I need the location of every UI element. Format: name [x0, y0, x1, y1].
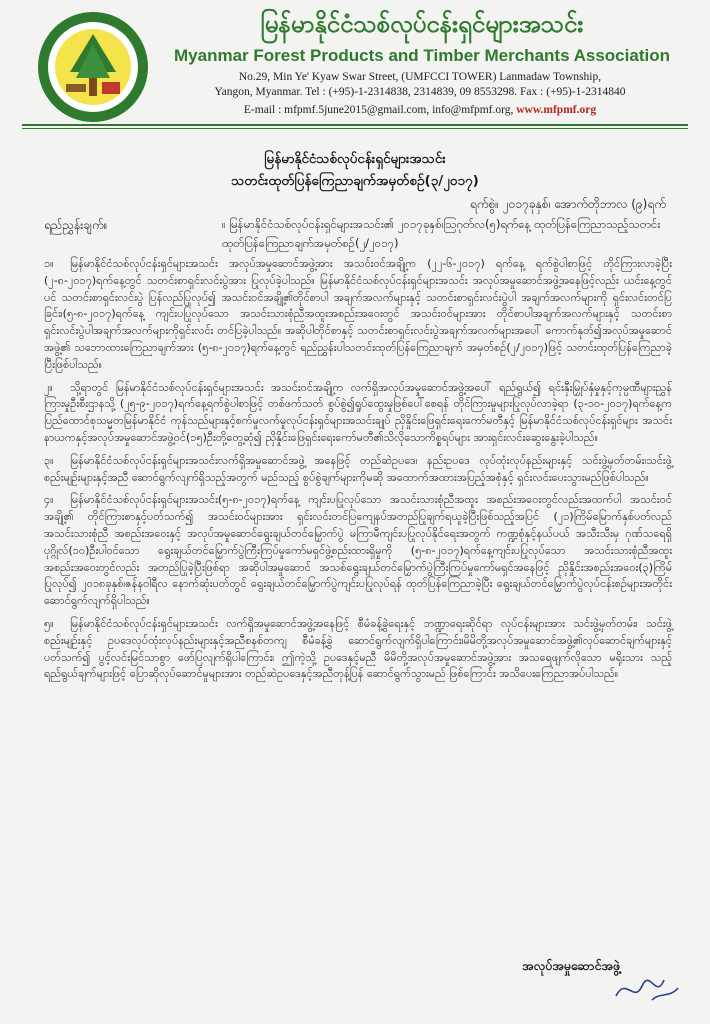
email-text: E-mail : mfpmf.5june2015@gmail.com, info@mfpmf.org,	[243, 104, 517, 116]
header-rule	[22, 124, 688, 126]
paragraph-text: မြန်မာနိုင်ငံသစ်လုပ်ငန်းရှင်များအသင်း အလုပ်အမှုဆောင်အဖွဲ့အား အသင်းဝင်အချို့က (၂၂-၆-၂၀၁၇) ရက်နေ့ ရက်စွဲပါစာဖြင့် တိုင်ကြားလာခဲ့ပြီး (၂-၈-၂၀၁၇)ရက်နေ့တွင် သတင်းစာရှင်းလင်းပွဲအား ပြုလုပ်ခဲ့ပါသည်။ မြန်မာနိုင်ငံသစ်လုပ်ငန်းရှင်များအသင်း အလုပ်အမှုဆောင်အဖွဲ့အနေဖြင့်လည်း ယင်းနေ့တွင်ပင် သတင်းစာရှင်းလင်းပွဲ ပြန်လည်ပြုလုပ်၍ အသင်းဝင်အချို့၏တိုင်စာပါ အချက်အလက်များနှင့် သတင်းစာရှင်းလင်းပွဲပါ အချက်အလက်များကို ရှင်းလင်းတင်ပြခြင်း၊(၅-၈-၂၀၁၇)ရက်နေ့ ကျင်းပပြုလုပ်သော အသင်းသားစုံညီအထူးအစည်းအဝေးတွင် အသင်းဝင်များအား တိုင်စာပါအချက်အလက်များနှင့် သတင်းစာရှင်းလင်းပွဲပါအချက်အလက်များကိုရှင်းလင်း တင်ပြခဲ့ပါသည်။ အဆိုပါတိုင်စာနှင့် သတင်းစာရှင်းလင်းပွဲအချက်အလက်များအပေါ် ကောက်နုတ်၍အလုပ်အမှုဆောင် အဖွဲ့၏ သဘောထားကြေညာချက်အား (၅-၈-၂၀၁၇)ရက်နေ့တွင် ရည်ညွှန်းပါသတင်းထုတ်ပြန်ကြေညာချက် အမှတ်စဉ်(၂/၂၀၁၇)ဖြင့် သတင်းထုတ်ပြန်ကြေညာခဲ့ပြီးဖြစ်ပါသည်။	[44, 257, 672, 371]
paragraph-number: ၂။	[44, 380, 53, 394]
paragraph-5	[44, 616, 672, 683]
paragraph-text: သို့ရာတွင် မြန်မာနိုင်ငံသစ်လုပ်ငန်းရှင်များအသင်း အသင်းဝင်အချို့က လက်ရှိအလုပ်အမှုဆောင်အဖွဲ့အပေါ် ရည်ရွယ်၍ ရင်းနှီးမြှုပ်နှံမှုနှင့်ကုမ္ပဏီများညွှန်ကြားမှုဦးစီးဌာနသို့ (၂၅-၉-၂၀၁၇)ရက်နေ့ရက်စွဲပါစာဖြင့် တစ်ဖက်သတ် စွပ်စွဲ၍ရှုပ်ထွေးမှုဖြစ်ပေါ်စေရန် တိုင်ကြားမှုများပြုလုပ်လာခဲ့ရာ (၃-၁၀-၂၀၁၇)ရက်နေ့က ပြည်ထောင်စုသမ္မတမြန်မာနိုင်ငံ ကုန်သည်များနှင့်စက်မှုလက်မှုလုပ်ငန်းရှင်များအသင်းချုပ် ညှိနှိုင်းဖြေရှင်းရေးကော်မတီနှင့် မြန်မာနိုင်ငံသစ်လုပ်ငန်းရှင်များ အသင်းနာယကနှင့်အလုပ်အမှုဆောင်အဖွဲ့ဝင်(၁၅)ဦးတို့တွေ့ဆုံ၍ ညှိနှိုင်းဖြေရှင်းရေးကော်မတီ၏သိလိုသောကိစ္စရပ်များ အားရှင်းလင်းဆွေးနွေးခဲ့ပါသည်။	[44, 380, 672, 444]
paragraph-number: ၁။	[44, 257, 54, 270]
reference-text: ။ မြန်မာနိုင်ငံသစ်လုပ်ငန်းရှင်များအသင်း၏ ၂၀၁၇ခုနှစ်၊ဩဂုတ်လ(၅)ရက်နေ့ ထုတ်ပြန်ကြေညာသည့်သတင်းထုတ်ပြန်ကြေညာချက်အမှတ်စဉ်(၂/၂၀၁၇)	[222, 217, 661, 250]
paragraph-text: မြန်မာနိုင်ငံသစ်လုပ်ငန်းရှင်များအသင်း(၅-၈-၂၀၁၇)ရက်နေ့ ကျင်းပပြုလုပ်သော အသင်းသားစုံညီအထူး အစည်းအဝေးတွင်လည်းအထက်ပါ အသင်းဝင်အချို့၏ တိုင်ကြားစာနှင့်ပတ်သက်၍ အသင်းဝင်များအား ရှင်းလင်းတင်ပြကျေနပ်အတည်ပြုချက်ရယူခဲ့ပြီးဖြစ်သည့်အပြင် (၂၁)ကြိမ်မြောက်နှစ်ပတ်လည်အသင်းသားစုံညီ အစည်းအဝေးနှင့် အလုပ်အမှုဆောင်ရွေးချယ်တင်မြှောက်ပွဲ မကြာမီကျင်းပပြုလုပ်နိုင်ရေးအတွက် ကဏ္ဍစုံနှင့်နယ်ပယ် အသီးသီးမှ ဂုဏ်သရေရှိပုဂ္ဂိုလ်(၁၀)ဦးပါဝင်သော ရွေးချယ်တင်မြှောက်ပွဲကြီးကြပ်မှုကော်မရှင်ဖွဲ့စည်းထားရှိမှုကို (၅-၈-၂၀၁၇)ရက်နေ့ကျင်းပပြုလုပ်သော အသင်းသားစုံညီအထူးအစည်းအဝေးတွင်လည်း အတည်ပြုခဲ့ပြီးဖြစ်ရာ အဆိုပါအမှုဆောင် အသစ်ရွေးချယ်တင်မြှောက်ပွဲကြီးကြပ်မှုကော်မရှင်အနေဖြင့် ညှိနှိုင်းအစည်းအဝေး(၃)ကြိမ်ပြုလုပ်၍ ၂၀၁၈ခုနှစ်၊ဇန်နဝါရီလ နောက်ဆုံးပတ်တွင် ရွေးချယ်တင်မြှောက်ပွဲကျင်းပပြုလုပ်ရန် ထုတ်ပြန်ကြေညာခဲ့ပြီး ရွေးချယ်တင်မြှောက်ပွဲလုပ်ငန်းစဉ်များအတိုင်း ဆောင်ရွက်လျက်ရှိပါသည်။	[44, 493, 672, 608]
signoff: အလုပ်အမှုဆောင်အဖွဲ့	[521, 958, 620, 973]
org-name-english: Myanmar Forest Products and Timber Merchants Association	[174, 46, 670, 65]
handwritten-signature	[612, 970, 682, 1010]
paragraph-text: မြန်မာနိုင်ငံသစ်လုပ်ငန်းရှင်များအသင်း လက်ရှိအမှုဆောင်အဖွဲ့အနေဖြင့် စီမံခန့်ခွဲရေးနှင့် ဘဏ္ဍာရေးဆိုင်ရာ လုပ်ငန်းများအား သင်းဖွဲ့မှတ်တမ်း၊ သင်းဖွဲ့စည်းမျဉ်းနှင့် ဥပဒေလုပ်ထုံးလုပ်နည်းများနှင့်အညီစနစ်တကျ စီမံခန့်ခွဲ ဆောင်ရွက်လျက်ရှိပါကြောင်း၊မိမိတို့အလုပ်အမှုဆောင်အဖွဲ့၏လုပ်ဆောင်ချက်များနှင့်ပတ်သက်၍ ပွင့်လင်းမြင်သာစွာ ဖော်ပြလျက်ရှိပါကြောင်း၊ ဤကဲ့သို့ ဥပဒေနှင့်မညီ မိမိတို့အလုပ်အမှုဆောင်အဖွဲ့အား အသရေဖျက်လိုသော မရိုးသား သည့်ရည်ရွယ်ချက်များဖြင့် ပြောဆိုလုပ်ဆောင်မှုများအား တည်ဆဲဥပဒေနှင့်အညီတုန့်ပြန် ဆောင်ရွက်သွားမည် ဖြစ်ကြောင်း အသိပေးကြေညာအပ်ပါသည်။	[44, 616, 672, 681]
paragraph-number: ၃။	[44, 453, 54, 467]
paragraph-3	[44, 453, 672, 487]
address-line-1: No.29, Min Ye' Kyaw Swar Street, (UMFCCI TOWER) Lanmadaw Township,	[238, 71, 602, 83]
paragraph-number: ၄။	[44, 493, 54, 507]
notice-body	[44, 256, 672, 689]
paragraph-text: မြန်မာနိုင်ငံသစ်လုပ်ငန်းရှင်များအသင်းလက်ရှိအမှုဆောင်အဖွဲ့ အနေဖြင့် တည်ဆဲဥပဒေ၊ နည်းဥပဒေ လုပ်ထုံးလုပ်နည်းများနှင့် သင်းဖွဲ့မှတ်တမ်း၊သင်းဖွဲ့စည်းမျဉ်းများနှင့်အညီ ဆောင်ရွက်လျက်ရှိသည့်အတွက် မည်သည့် စွပ်စွဲချက်များကိုမဆို အထောက်အထားအပြည့်အစုံနှင့် ရှင်းလင်းပေးသွားမည်ဖြစ်ပါသည်။	[44, 453, 672, 484]
website-link[interactable]: www.mfpmf.org	[516, 104, 597, 116]
association-logo	[36, 10, 150, 124]
notice-title-line-1: မြန်မာနိုင်ငံသစ်လုပ်ငန်းရှင်များအသင်း	[264, 151, 446, 167]
contact-line	[150, 104, 690, 116]
org-name-myanmar: မြန်မာနိုင်ငံသစ်လုပ်ငန်းရှင်များအသင်း	[260, 10, 584, 38]
notice-title-line-2: သတင်းထုတ်ပြန်ကြေညာချက်အမှတ်စဉ်(၃/၂၀၁၇)	[231, 173, 479, 189]
notice-date: ရက်စွဲ။ ၂၀၁၇ခုနှစ်၊ အောက်တိုဘာလ (၉)ရက်	[469, 197, 666, 211]
paragraph-number: ၅။	[44, 616, 54, 630]
address-line-2: Yangon, Myanmar. Tel : (+95)-1-2314838, 2314839, 09 8553298. Fax : (+95)-1-2314840	[214, 86, 626, 98]
paragraph-2	[44, 380, 672, 447]
header-rule-thin	[22, 128, 688, 129]
paragraph-1	[44, 256, 672, 374]
reference-label: ရည်ညွှန်းချက်။	[44, 218, 108, 232]
paragraph-4	[44, 492, 672, 610]
